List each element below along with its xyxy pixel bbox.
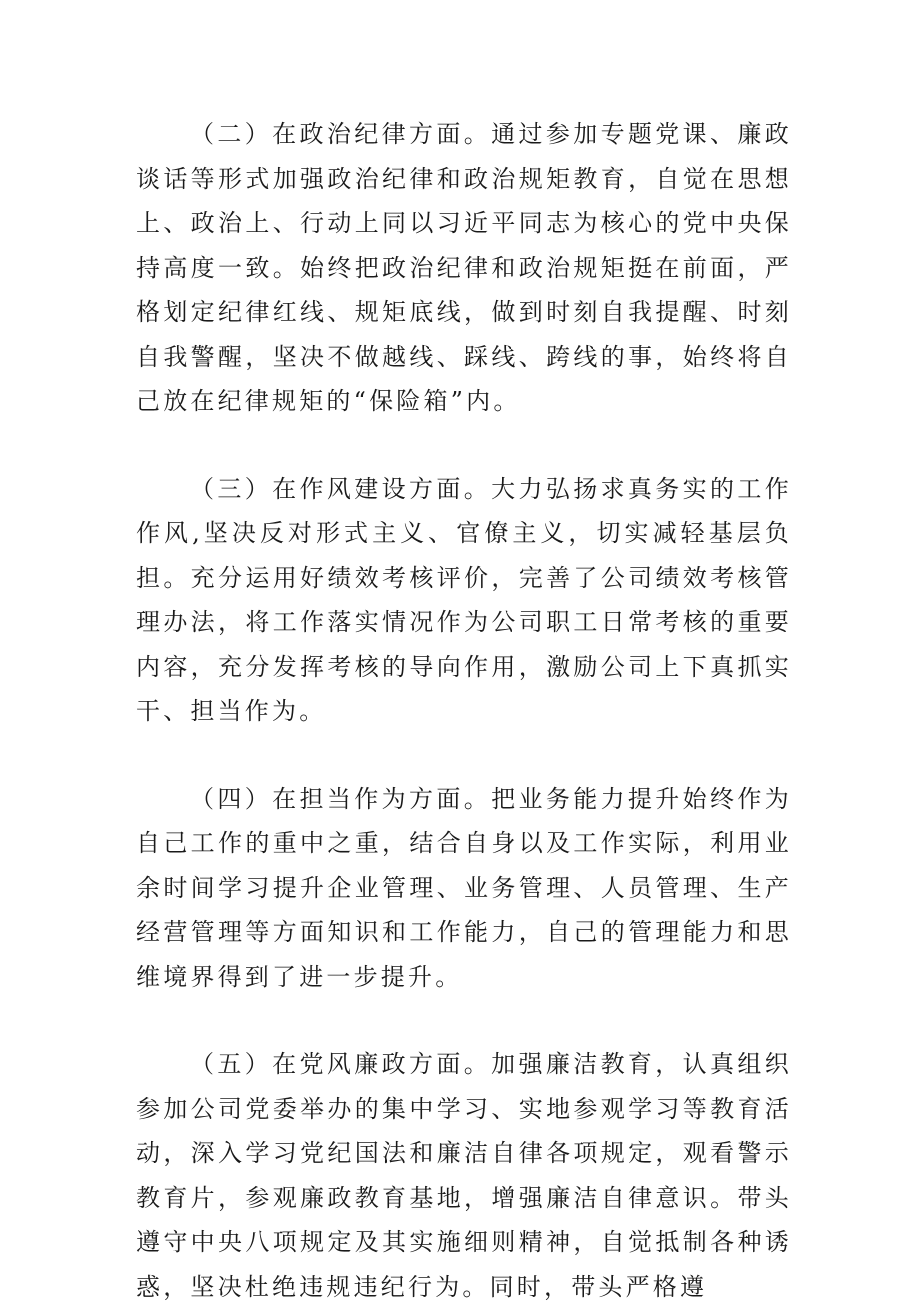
paragraph-work-style: （三）在作风建设方面。大力弘扬求真务实的工作作风,坚决反对形式主义、官僚主义，切实减轻基层负担。充分运用好绩效考核评价，完善了公司绩效考核管理办法，将工作落实情况作为公司职工日常考核的重要内容，充分发挥考核的导向作用，激励公司上下真抓实干、担当作为。 [136,474,792,725]
paragraph-responsibility: （四）在担当作为方面。把业务能力提升始终作为自己工作的重中之重，结合自身以及工作实际，利用业余时间学习提升企业管理、业务管理、人员管理、生产经营管理等方面知识和工作能力，自己的管理能力和思维境界得到了进一步提升。 [136,784,792,991]
document-body [136,112,792,1309]
paragraph-political-discipline: （二）在政治纪律方面。通过参加专题党课、廉政谈话等形式加强政治纪律和政治规矩教育，自觉在思想上、政治上、行动上同以习近平同志为核心的党中央保持高度一致。始终把政治纪律和政治规矩挺在前面，严格划定纪律红线、规矩底线，做到时刻自我提醒、时刻自我警醒，坚决不做越线、踩线、跨线的事，始终将自己放在纪律规矩的“保险箱”内。 [136,120,792,415]
paragraph-integrity: （五）在党风廉政方面。加强廉洁教育，认真组织参加公司党委举办的集中学习、实地参观学习等教育活动，深入学习党纪国法和廉洁自律各项规定，观看警示教育片，参观廉政教育基地，增强廉洁自律意识。带头遵守中央八项规定及其实施细则精神，自觉抵制各种诱惑，坚决杜绝违规违纪行为。同时，带头严格遵 [136,1050,792,1301]
